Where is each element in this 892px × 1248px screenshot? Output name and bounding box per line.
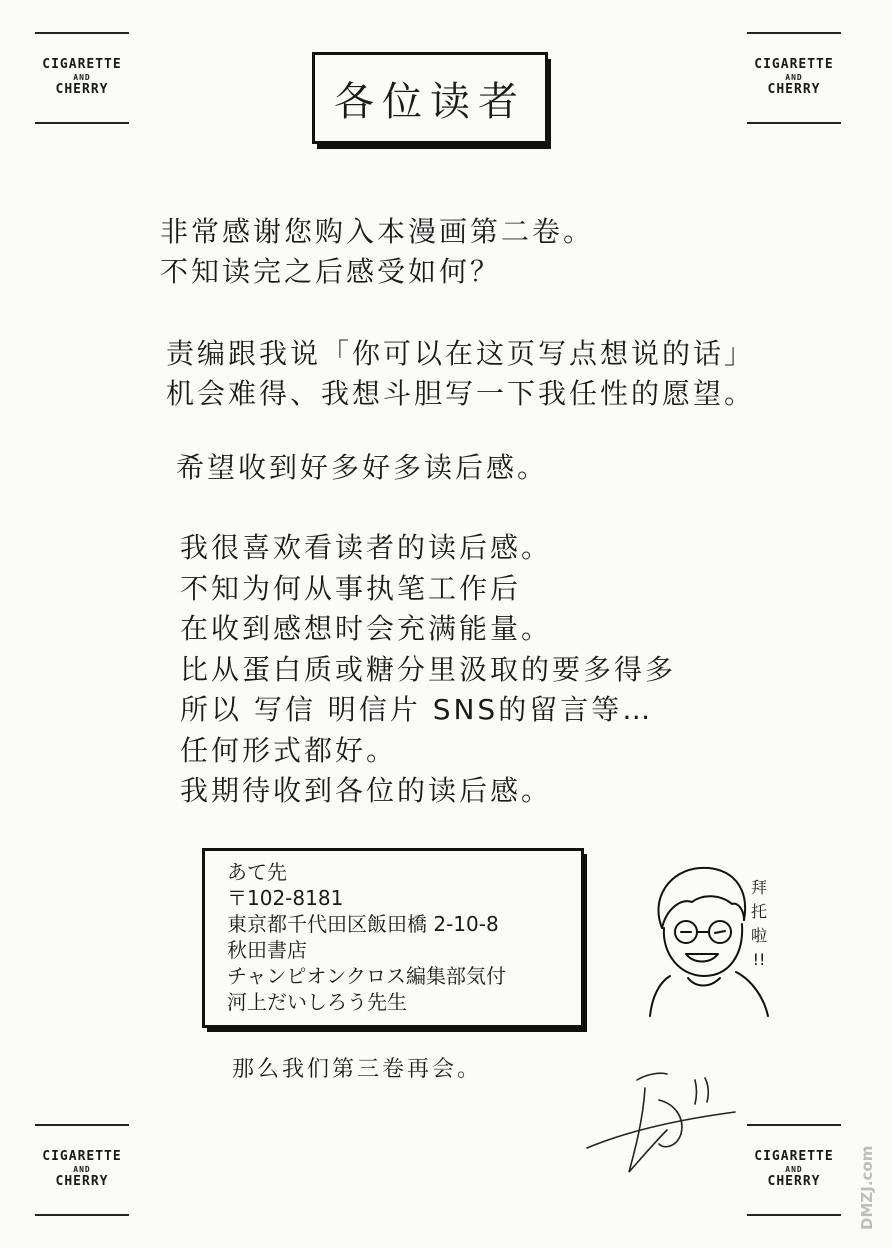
text-line: 机会难得、我想斗胆写一下我任性的愿望。 [166,377,756,410]
corner-logo-bottom-left [35,1124,129,1216]
logo-line: CHERRY [767,81,821,97]
address-line: チャンピオンクロス編集部気付 [227,964,506,988]
paragraph-feedback [180,528,676,812]
address-line: 河上だいしろう先生 [227,990,407,1014]
address-line: 〒102-8181 [227,886,344,910]
speech-char: !! [752,950,766,969]
paragraph-thanks [160,212,594,292]
logo-line: AND [785,73,803,83]
corner-logo-top-left [35,32,129,124]
paragraph-editor [166,334,755,414]
title-box [312,52,548,144]
speech-text [748,876,770,972]
text-line: 不知读完之后感受如何？ [160,255,502,288]
address-line: 東京都千代田区飯田橋 2-10-8 [227,912,499,936]
text-line: 责编跟我说「你可以在这页写点想说的话」 [166,337,756,370]
logo-line: CIGARETTE [754,1149,834,1165]
address-box [202,848,584,1028]
address-line: 秋田書店 [227,938,307,962]
logo-line: CIGARETTE [42,57,122,73]
watermark-logo-icon [852,1138,878,1234]
corner-logo-top-right [747,32,841,124]
text-line: 我很喜欢看读者的读后感。 [180,531,553,564]
logo-line: CHERRY [55,81,109,97]
logo-line: AND [73,1165,91,1175]
page-title: 各位读者 [334,78,526,125]
signature-icon [585,1060,755,1180]
logo-line: CIGARETTE [42,1149,122,1165]
speech-char: 托 [750,902,767,921]
watermark-text: DMZJ.com [858,1145,876,1230]
logo-line: CIGARETTE [754,57,834,73]
text-line: 任何形式都好。 [180,733,398,767]
text-line: 所以 写信 明信片 SNS的留言等… [180,693,654,726]
text-line: 我期待收到各位的读后感。 [180,774,553,807]
logo-line: CHERRY [767,1173,821,1189]
logo-line: CHERRY [55,1173,109,1189]
text-line: 在收到感想时会充满能量。 [180,612,553,645]
text-line: 非常感谢您购入本漫画第二卷。 [160,215,595,248]
text-line: 不知为何从事执笔工作后 [180,571,522,605]
logo-line: AND [785,1165,803,1175]
text-line: 比从蛋白质或糖分里汲取的要多得多 [180,652,677,686]
logo-line: AND [73,73,91,83]
address-line: あて先 [227,860,287,884]
text-line: 希望收到好多好多读后感。 [176,451,549,484]
closing-text: 那么我们第三卷再会。 [232,1057,483,1082]
corner-logo-bottom-right [747,1124,841,1216]
speech-char: 啦 [750,926,767,945]
paragraph-wish [176,448,548,488]
speech-char: 拜 [750,878,767,897]
